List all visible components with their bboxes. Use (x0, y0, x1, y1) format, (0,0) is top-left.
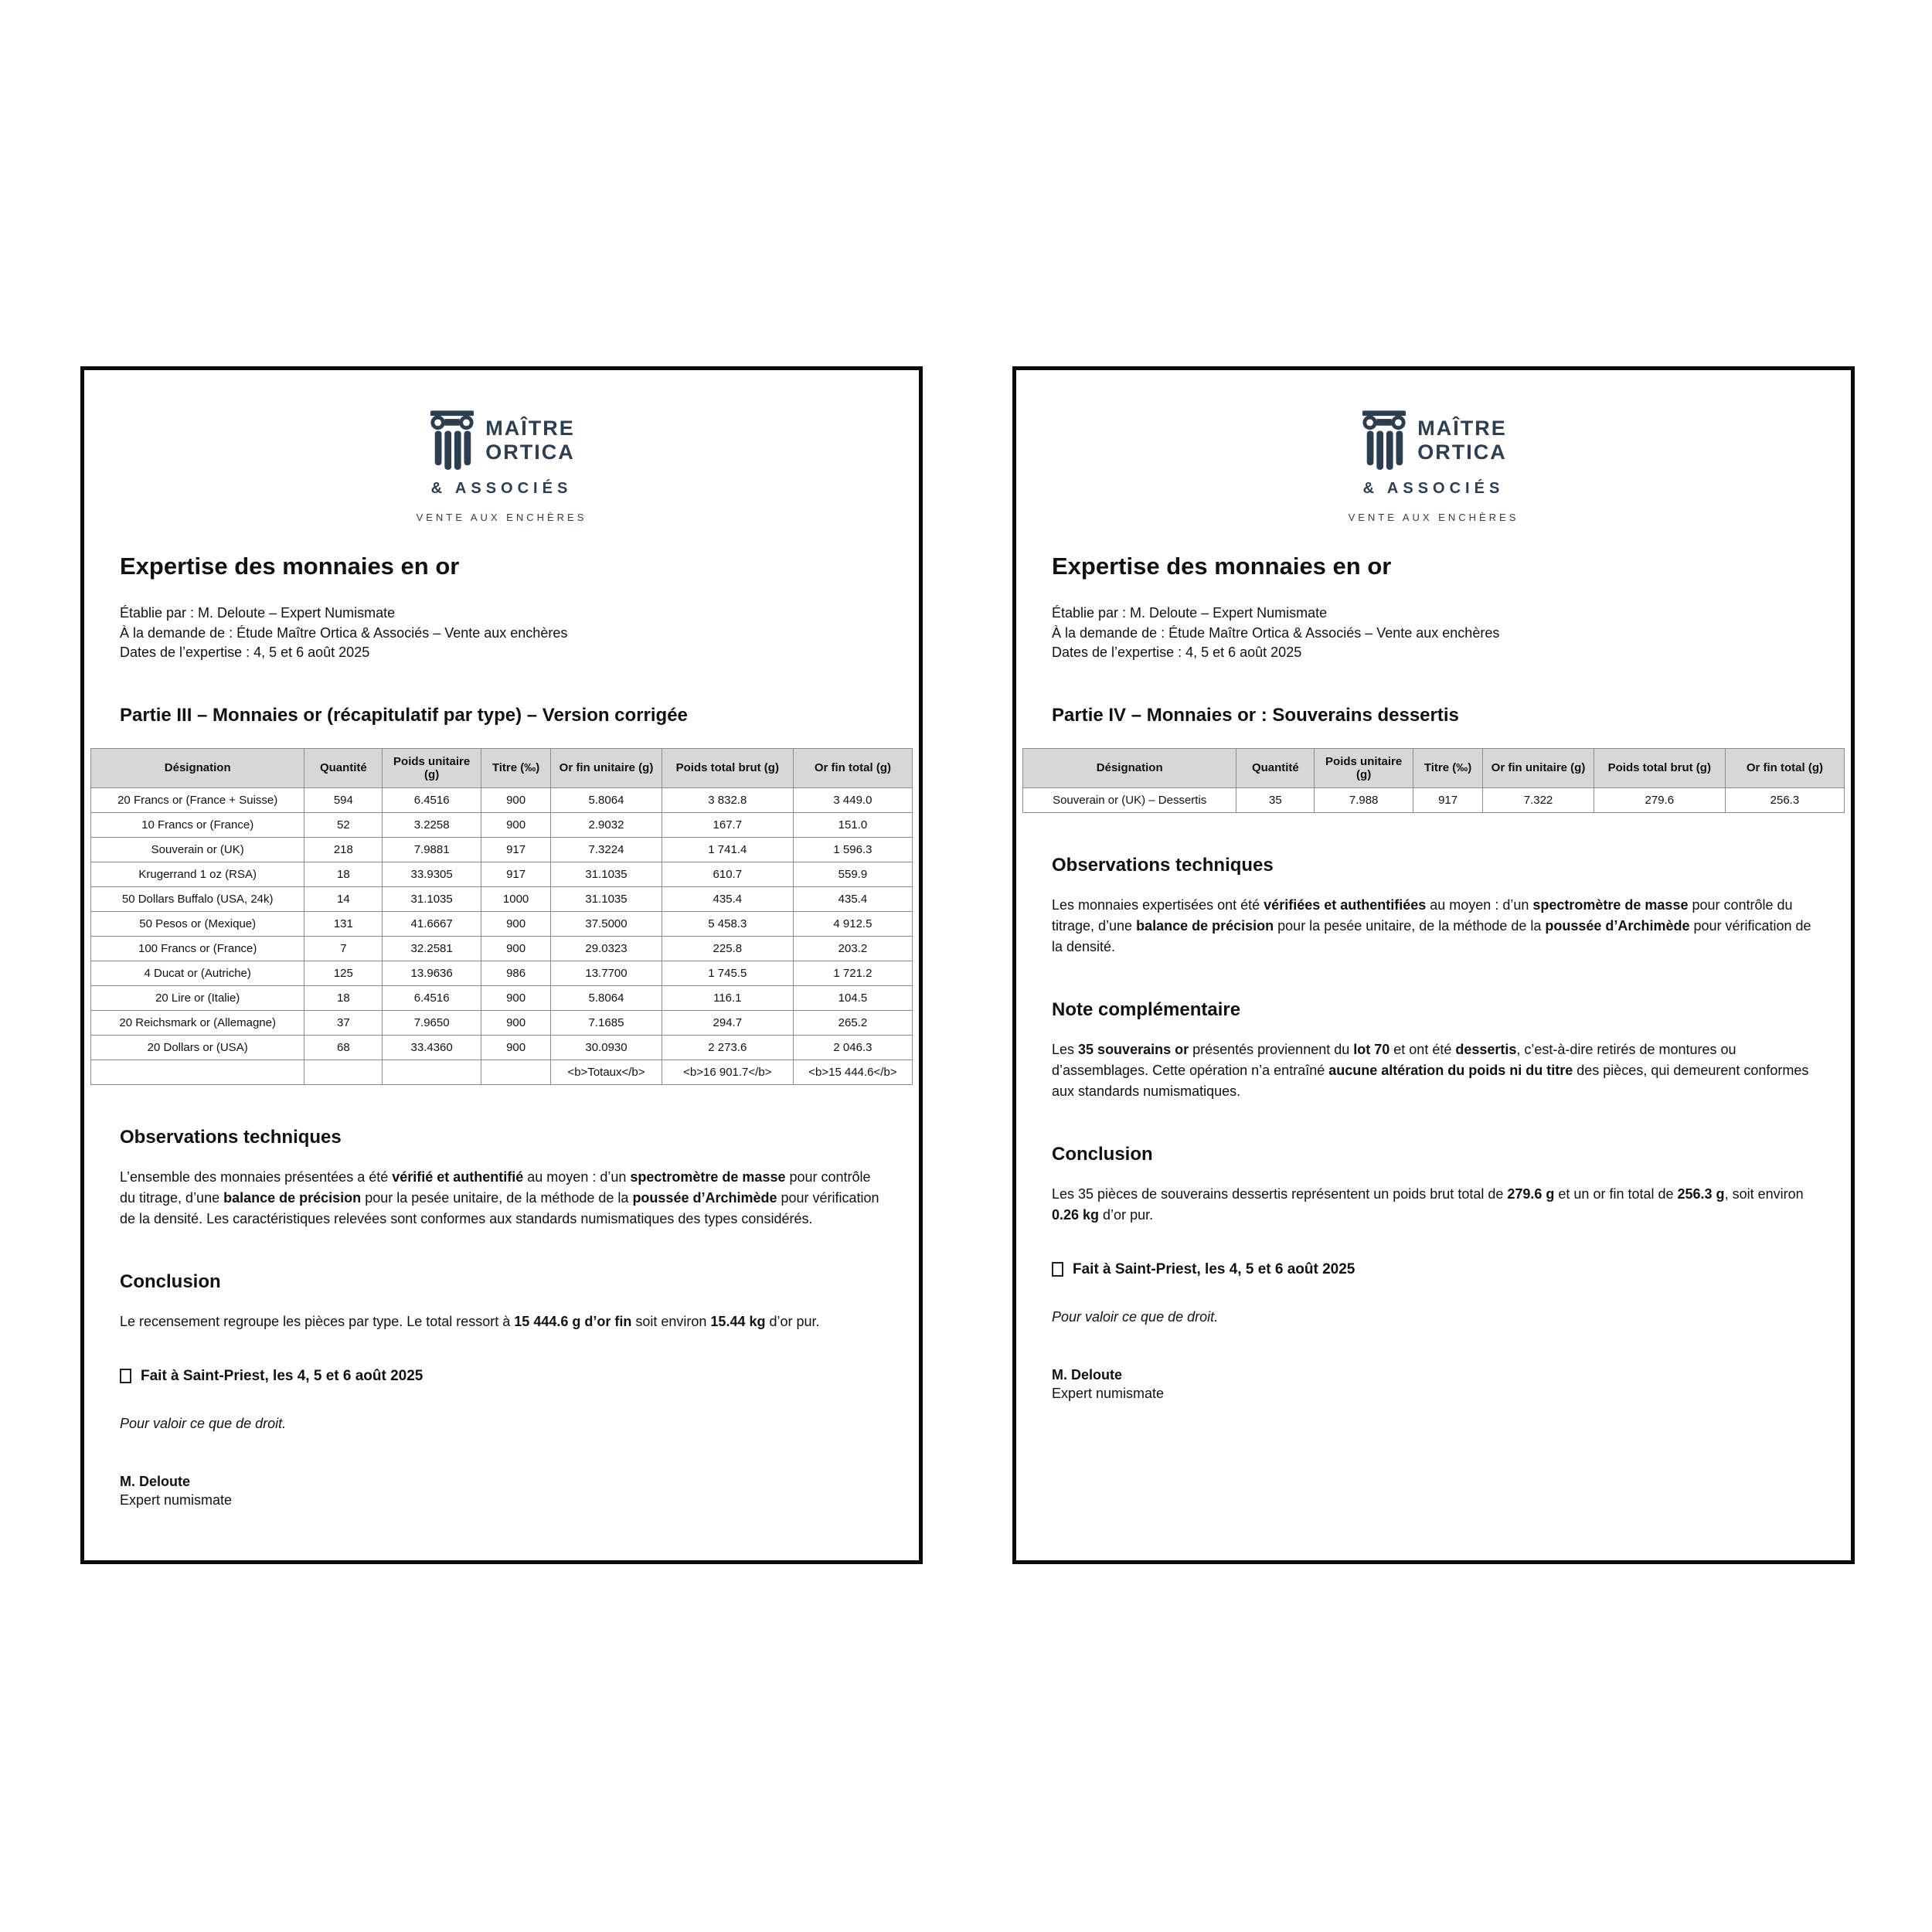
logo-associates: & ASSOCIÉS (1362, 480, 1505, 497)
table-row (91, 812, 913, 837)
table-cell: 5 458.3 (662, 911, 793, 936)
column-icon (428, 410, 476, 477)
logo (417, 410, 587, 523)
table-header-cell: Poids unitaire (g) (1315, 748, 1413, 787)
logo-name-line1: MAÎTRE (485, 417, 575, 440)
table-cell: 167.7 (662, 812, 793, 837)
logo-name-line2: ORTICA (485, 440, 575, 464)
text-segment: pour vérification de la densité. (1052, 917, 1811, 954)
note-heading: Note complémentaire (1052, 998, 1241, 1020)
table-header-cell: Poids total brut (g) (662, 748, 793, 787)
text-segment: poussée d’Archimède (1545, 917, 1690, 934)
report-meta (120, 604, 883, 663)
table-cell: 900 (481, 936, 550, 961)
table-cell: 4 Ducat or (Autriche) (91, 961, 304, 985)
section-heading-part4: Partie IV – Monnaies or : Souverains dessertis (1052, 704, 1459, 726)
table-cell: <b>15 444.6</b> (793, 1060, 912, 1084)
column-icon (1360, 410, 1408, 477)
table-row (91, 1035, 913, 1060)
table-cell: 1 721.2 (793, 961, 912, 985)
table-cell: 151.0 (793, 812, 912, 837)
text-segment: aucune altération du poids ni du titre (1328, 1062, 1573, 1078)
table-cell: 559.9 (793, 862, 912, 886)
text-segment: lot 70 (1353, 1041, 1390, 1057)
table-header-cell: Or fin unitaire (g) (551, 748, 662, 787)
table-cell: 14 (304, 886, 383, 911)
text-segment: des pièces, qui demeurent conformes aux standards numismatiques. (1052, 1062, 1809, 1099)
table-header-row (1023, 748, 1845, 787)
text-segment: pour la pesée unitaire, de la méthode de la (1274, 917, 1546, 934)
table-cell: 7.1685 (551, 1010, 662, 1035)
table-header-cell: Titre (‰) (481, 748, 550, 787)
text-segment: spectromètre de masse (630, 1168, 786, 1185)
table-cell: 2 273.6 (662, 1035, 793, 1060)
table-cell: 31.1035 (551, 886, 662, 911)
table-row (91, 1010, 913, 1035)
signer-name: M. Deloute (1052, 1366, 1123, 1383)
text-segment: 0.26 kg (1052, 1206, 1100, 1223)
meta-requester: À la demande de : Étude Maître Ortica & Associés – Vente aux enchères (120, 624, 568, 641)
table-row (91, 886, 913, 911)
text-segment: Le recensement regroupe les pièces par type. Le total ressort à (120, 1313, 515, 1329)
signer-role: Expert numismate (120, 1492, 233, 1509)
text-segment: balance de précision (223, 1189, 362, 1206)
table-cell: 294.7 (662, 1010, 793, 1035)
table-cell: 1 741.4 (662, 837, 793, 862)
table-cell: 50 Pesos or (Mexique) (91, 911, 304, 936)
observations-text (120, 1167, 883, 1230)
table-header-cell: Or fin total (g) (1725, 748, 1844, 787)
table-row (91, 862, 913, 886)
table-cell: 68 (304, 1035, 383, 1060)
logo (1349, 410, 1519, 523)
table-head (1023, 748, 1845, 787)
table-cell: 256.3 (1725, 787, 1844, 812)
table-cell: 917 (481, 862, 550, 886)
table-cell: 37 (304, 1010, 383, 1035)
signature-block (120, 1472, 883, 1511)
text-segment: 15 444.6 g d’or fin (514, 1313, 632, 1329)
table-cell: 7.9881 (383, 837, 481, 862)
table-row (91, 837, 913, 862)
text-segment: et un or fin total de (1554, 1185, 1678, 1202)
conclusion-heading: Conclusion (1052, 1143, 1153, 1165)
text-segment: Les 35 pièces de souverains dessertis représentent un poids brut total de (1052, 1185, 1508, 1202)
table-cell: Krugerrand 1 oz (RSA) (91, 862, 304, 886)
text-segment: Les (1052, 1041, 1079, 1057)
table-row (91, 1060, 913, 1084)
table-cell: 986 (481, 961, 550, 985)
table-cell: 104.5 (793, 985, 912, 1010)
table-cell (304, 1060, 383, 1084)
table-cell: 1 745.5 (662, 961, 793, 985)
table-body (91, 787, 913, 1084)
table-row (91, 985, 913, 1010)
table-row (91, 961, 913, 985)
table-cell: 10 Francs or (France) (91, 812, 304, 837)
table-cell: 37.5000 (551, 911, 662, 936)
text-segment: dessertis (1455, 1041, 1517, 1057)
observations-heading: Observations techniques (120, 1126, 342, 1148)
table-cell (91, 1060, 304, 1084)
logo-associates: & ASSOCIÉS (430, 480, 573, 497)
logo-tagline: VENTE AUX ENCHÈRES (416, 512, 587, 523)
text-segment: poussée d’Archimède (632, 1189, 777, 1206)
table-cell: 33.4360 (383, 1035, 481, 1060)
table-cell: 2 046.3 (793, 1035, 912, 1060)
table-cell: 33.9305 (383, 862, 481, 886)
table-cell: <b>Totaux</b> (551, 1060, 662, 1084)
logo-name (1417, 417, 1507, 464)
table-cell: 5.8064 (551, 787, 662, 812)
table-cell: 3 449.0 (793, 787, 912, 812)
logo-tagline: VENTE AUX ENCHÈRES (1348, 512, 1519, 523)
text-segment: vérifiées et authentifiées (1264, 896, 1427, 913)
table-cell: 20 Reichsmark or (Allemagne) (91, 1010, 304, 1035)
table-cell: 900 (481, 1035, 550, 1060)
table-cell: 35 (1236, 787, 1315, 812)
table-cell: 30.0930 (551, 1035, 662, 1060)
text-segment: pour contrôle du titrage, d’une (1052, 896, 1793, 934)
table-cell: <b>16 901.7</b> (662, 1060, 793, 1084)
table-cell: 900 (481, 911, 550, 936)
signer-role: Expert numismate (1052, 1386, 1165, 1402)
table-cell: 435.4 (793, 886, 912, 911)
table-cell: 125 (304, 961, 383, 985)
report-meta (1052, 604, 1815, 663)
logo-name (485, 417, 575, 464)
signer-name: M. Deloute (120, 1473, 191, 1489)
table-cell: 6.4516 (383, 985, 481, 1010)
meta-dates: Dates de l’expertise : 4, 5 et 6 août 2025 (1052, 645, 1302, 661)
table-cell: 7 (304, 936, 383, 961)
table-cell: 279.6 (1594, 787, 1725, 812)
meta-dates: Dates de l’expertise : 4, 5 et 6 août 2025 (120, 645, 370, 661)
table-cell (383, 1060, 481, 1084)
text-segment: au moyen : d’un (523, 1168, 631, 1185)
table-cell: 5.8064 (551, 985, 662, 1010)
table-cell: 265.2 (793, 1010, 912, 1035)
table-cell: 7.3224 (551, 837, 662, 862)
table-header-cell: Désignation (1023, 748, 1236, 787)
table-cell: Souverain or (UK) (91, 837, 304, 862)
table-row (1023, 787, 1845, 812)
table-cell (481, 1060, 550, 1084)
table-header-cell: Or fin unitaire (g) (1483, 748, 1594, 787)
table-cell: 18 (304, 985, 383, 1010)
logo-name-line1: MAÎTRE (1417, 417, 1507, 440)
table-cell: 900 (481, 985, 550, 1010)
meta-author: Établie par : M. Deloute – Expert Numismate (1052, 605, 1328, 621)
observations-heading: Observations techniques (1052, 854, 1274, 876)
date-place-line (120, 1368, 883, 1385)
page-title: Expertise des monnaies en or (120, 553, 460, 580)
table-cell: 225.8 (662, 936, 793, 961)
meta-requester: À la demande de : Étude Maître Ortica & Associés – Vente aux enchères (1052, 624, 1500, 641)
table-cell: 20 Francs or (France + Suisse) (91, 787, 304, 812)
table-cell: 917 (1413, 787, 1482, 812)
table-row (91, 911, 913, 936)
logo-name-line2: ORTICA (1417, 440, 1507, 464)
text-segment: 35 souverains or (1078, 1041, 1189, 1057)
text-segment: d’or pur. (1099, 1206, 1154, 1223)
text-segment: et ont été (1389, 1041, 1456, 1057)
text-segment: 279.6 g (1507, 1185, 1555, 1202)
table-cell: 7.988 (1315, 787, 1413, 812)
table-header-cell: Désignation (91, 748, 304, 787)
date-place-text: Fait à Saint-Priest, les 4, 5 et 6 août 2025 (141, 1367, 423, 1384)
table-cell: 435.4 (662, 886, 793, 911)
table-cell: 20 Lire or (Italie) (91, 985, 304, 1010)
table-cell: 41.6667 (383, 911, 481, 936)
table-cell: 7.9650 (383, 1010, 481, 1035)
section-heading-part3: Partie III – Monnaies or (récapitulatif par type) – Version corrigée (120, 704, 688, 726)
table-cell: Souverain or (UK) – Dessertis (1023, 787, 1236, 812)
coins-summary-table (90, 748, 913, 1085)
text-segment: soit environ (631, 1313, 711, 1329)
valoir-line: Pour valoir ce que de droit. (120, 1415, 287, 1431)
table-cell: 2.9032 (551, 812, 662, 837)
table-cell: 31.1035 (551, 862, 662, 886)
text-segment: 256.3 g (1677, 1185, 1725, 1202)
text-segment: balance de précision (1136, 917, 1274, 934)
logo-top (1360, 410, 1507, 477)
table-cell: 31.1035 (383, 886, 481, 911)
conclusion-heading: Conclusion (120, 1270, 221, 1292)
conclusion-text (1052, 1184, 1815, 1226)
table-cell: 203.2 (793, 936, 912, 961)
text-segment: L’ensemble des monnaies présentées a été (120, 1168, 393, 1185)
table-cell: 900 (481, 787, 550, 812)
conclusion-text (120, 1311, 883, 1332)
table-cell: 52 (304, 812, 383, 837)
table-row (91, 787, 913, 812)
text-segment: pour la pesée unitaire, de la méthode de la (361, 1189, 633, 1206)
table-cell: 1000 (481, 886, 550, 911)
table-cell: 13.9636 (383, 961, 481, 985)
table-cell: 50 Dollars Buffalo (USA, 24k) (91, 886, 304, 911)
text-segment: , c’est-à-dire retirés de montures ou d’assemblages. Cette opération n’a entraîné (1052, 1041, 1736, 1078)
table-cell: 594 (304, 787, 383, 812)
table-cell: 900 (481, 1010, 550, 1035)
note-text (1052, 1039, 1815, 1102)
table-cell: 116.1 (662, 985, 793, 1010)
table-header-cell: Or fin total (g) (793, 748, 912, 787)
table-cell: 610.7 (662, 862, 793, 886)
text-segment: spectromètre de masse (1532, 896, 1689, 913)
table-cell: 100 Francs or (France) (91, 936, 304, 961)
sovereigns-table (1022, 748, 1845, 813)
table-cell: 20 Dollars or (USA) (91, 1035, 304, 1060)
table-header-cell: Poids unitaire (g) (383, 748, 481, 787)
table-cell: 218 (304, 837, 383, 862)
table-cell: 1 596.3 (793, 837, 912, 862)
text-segment: d’or pur. (765, 1313, 820, 1329)
table-body (1023, 787, 1845, 812)
table-cell: 6.4516 (383, 787, 481, 812)
signature-block (1052, 1366, 1815, 1404)
date-place-text: Fait à Saint-Priest, les 4, 5 et 6 août 2025 (1073, 1260, 1355, 1277)
table-cell: 4 912.5 (793, 911, 912, 936)
table-cell: 3 832.8 (662, 787, 793, 812)
table-cell: 13.7700 (551, 961, 662, 985)
table-header-row (91, 748, 913, 787)
text-segment: pour vérification de la densité. Les caractéristiques relevées sont conformes aux standards numismatiques des types considérés. (120, 1189, 879, 1226)
document-page-part3 (80, 366, 923, 1564)
table-cell: 7.322 (1483, 787, 1594, 812)
table-cell: 32.2581 (383, 936, 481, 961)
text-segment: 15.44 kg (710, 1313, 766, 1329)
text-segment: Les monnaies expertisées ont été (1052, 896, 1264, 913)
page-title: Expertise des monnaies en or (1052, 553, 1392, 580)
table-cell: 3.2258 (383, 812, 481, 837)
table-cell: 917 (481, 837, 550, 862)
table-cell: 131 (304, 911, 383, 936)
date-place-line (1052, 1261, 1815, 1278)
table-cell: 900 (481, 812, 550, 837)
logo-top (428, 410, 575, 477)
document-page-part4 (1012, 366, 1855, 1564)
table-cell: 18 (304, 862, 383, 886)
missing-glyph-icon (1052, 1262, 1063, 1277)
table-row (91, 936, 913, 961)
missing-glyph-icon (120, 1369, 131, 1383)
text-segment: présentés proviennent du (1189, 1041, 1354, 1057)
text-segment: pour contrôle du titrage, d’une (120, 1168, 871, 1206)
table-header-cell: Poids total brut (g) (1594, 748, 1725, 787)
table-header-cell: Titre (‰) (1413, 748, 1482, 787)
text-segment: au moyen : d’un (1426, 896, 1533, 913)
table-cell: 29.0323 (551, 936, 662, 961)
meta-author: Établie par : M. Deloute – Expert Numismate (120, 605, 396, 621)
text-segment: vérifié et authentifié (392, 1168, 524, 1185)
observations-text (1052, 895, 1815, 957)
table-head (91, 748, 913, 787)
table-header-cell: Quantité (1236, 748, 1315, 787)
text-segment: , soit environ (1724, 1185, 1804, 1202)
table-header-cell: Quantité (304, 748, 383, 787)
valoir-line: Pour valoir ce que de droit. (1052, 1308, 1219, 1325)
